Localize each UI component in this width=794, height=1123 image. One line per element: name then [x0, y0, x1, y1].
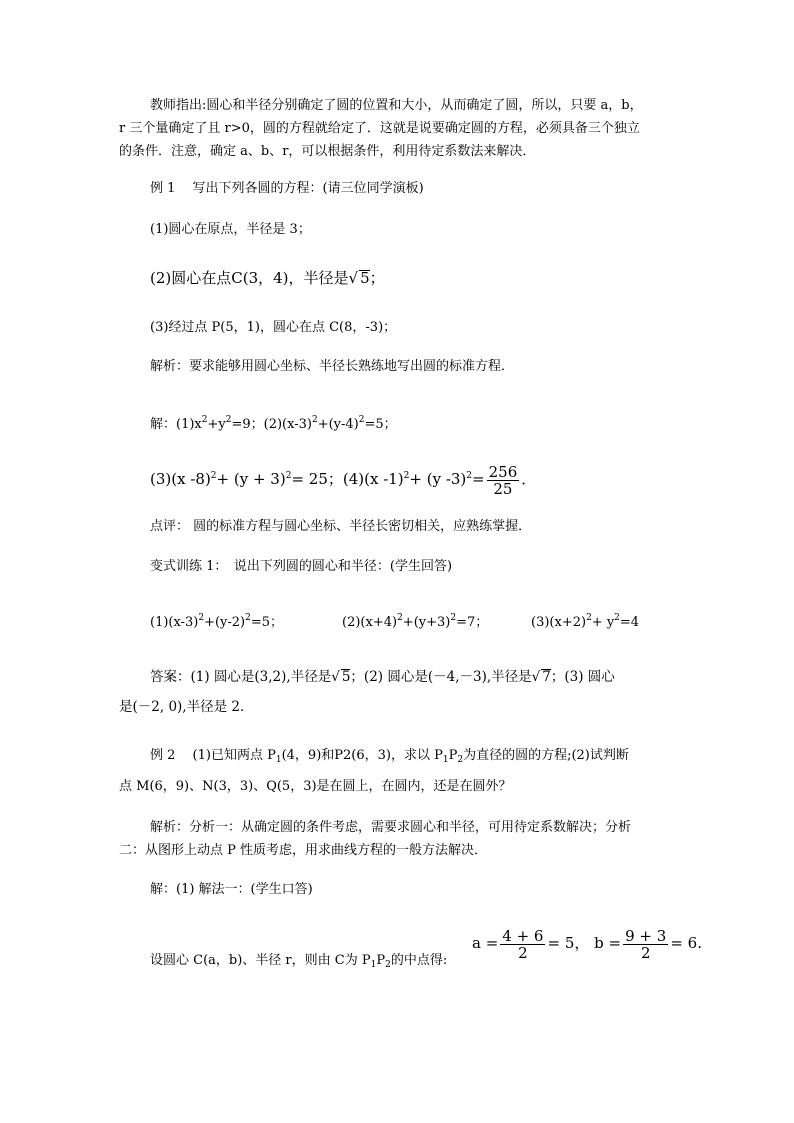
exponent: 2: [397, 613, 403, 623]
example-2-line-2: 点 M(6，9)、N(3，3)、Q(5，3)是在圆上，在圆内，还是在圆外？: [119, 779, 512, 794]
variant-1-equation-2: [342, 610, 488, 631]
variant-1-equation-1: [150, 610, 283, 631]
ex2-part: P: [448, 748, 458, 763]
variant-1-title: 变式训练 1： 说出下列圆的圆心和半径：(学生回答): [150, 559, 453, 574]
subscript: 1: [370, 960, 377, 970]
eq-part: (2)(x+4): [342, 615, 398, 630]
variant-1-equation-3: [531, 610, 639, 631]
fraction: [500, 928, 545, 961]
exponent: 2: [285, 471, 292, 481]
subscript: 2: [457, 755, 464, 765]
fraction: [487, 464, 520, 497]
sqrt-radicand: 7: [542, 669, 551, 685]
sqrt-sign: √: [348, 269, 359, 287]
sol-part: + (y -3): [409, 470, 467, 488]
ex2-part: 为直径的圆的方程;(2)试判断: [463, 748, 629, 763]
example-1-solution-line-1: [150, 412, 397, 433]
exponent: 2: [311, 415, 318, 425]
eq-part: =5；: [250, 615, 284, 630]
example-1-item-1: (1)圆心在原点，半径是 3；: [150, 222, 311, 237]
example-1-item-2: [150, 269, 385, 287]
exponent: 2: [210, 471, 217, 481]
sol-part: + (y + 3): [216, 470, 286, 488]
fraction-denominator: 25: [493, 479, 513, 498]
exponent: 2: [225, 415, 232, 425]
sol-part: =5；: [364, 417, 397, 432]
intro-line-3: 的条件．注意，确定 a、b、r，可以根据条件，利用待定系数法来解决．: [119, 144, 536, 159]
sqrt-radicand: 5: [360, 269, 370, 287]
formula-part: = 6.: [670, 934, 702, 952]
exponent: 2: [198, 613, 205, 623]
eq-part: =4: [619, 615, 640, 630]
fraction-numerator: 9 + 3: [625, 926, 667, 945]
sol-part: ．: [521, 470, 537, 488]
eq-part: =7；: [456, 615, 489, 630]
setup-part: 的中点得:: [390, 953, 448, 968]
example-1-item-3: (3)经过点 P(5，1)，圆心在点 C(8，-3)；: [150, 320, 397, 335]
eq-part: + y: [591, 615, 615, 630]
fraction-numerator: 256: [488, 462, 518, 481]
example-1-solution-line-2: [150, 458, 536, 497]
exponent: 2: [403, 471, 410, 481]
sqrt-sign: √: [531, 669, 541, 685]
fraction: [623, 928, 668, 961]
setup-part: 设圆心 C(a，b)、半径 r，则由 C为 P: [150, 953, 371, 968]
subscript: 2: [385, 960, 391, 970]
exponent: 2: [201, 415, 208, 425]
example-2-line-1: [150, 748, 629, 768]
ex2-part: (4，9)和P2(6，3)，求以 P: [281, 748, 443, 763]
example-2-analysis-line-1: 解析：分析一：从确定圆的条件考虑，需要求圆心和半径，可用待定系数解决；分析: [150, 820, 632, 835]
eq-part: (1)(x-3): [150, 615, 199, 630]
subscript: 1: [442, 755, 449, 765]
sol-part: =: [472, 470, 485, 488]
example-2-setup: [150, 953, 447, 973]
example-1-comment: 点评： 圆的标准方程与圆心坐标、半径长密切相关，应熟练掌握．: [150, 519, 532, 534]
exponent: 2: [245, 613, 251, 623]
example-1-title: 例 1 写出下列各圆的方程：(请三位同学演板): [150, 181, 424, 196]
answer-part: ；(2) 圆心是(－4,－3),半径是: [350, 669, 532, 685]
exponent: 2: [358, 415, 365, 425]
ex2-part: 例 2 (1)已知两点 P: [150, 748, 276, 763]
exponent: 2: [466, 471, 473, 481]
exponent: 2: [614, 613, 620, 623]
example-2-midpoint-formula: [472, 925, 702, 961]
formula-part: = 5，: [547, 934, 590, 952]
fraction-numerator: 4 + 6: [502, 926, 544, 945]
setup-part: P: [376, 953, 386, 968]
formula-part: b =: [594, 934, 622, 952]
sol-part: +(y-4): [317, 417, 359, 432]
exponent: 2: [586, 613, 592, 623]
sqrt-radicand: 5: [341, 669, 351, 685]
variant-1-answer-line-1: [150, 669, 615, 685]
sol-part: =9；(2)(x-3): [231, 417, 312, 432]
item-2-text: (2)圆心在点C(3，4)，半径是: [150, 269, 349, 287]
answer-part: 答案：(1) 圆心是(3,2),半径是: [150, 669, 332, 685]
fraction-denominator: 2: [640, 943, 651, 962]
example-2-analysis-line-2: 二：从图形上动点 P 性质考虑，用求曲线方程的一般方法解决．: [119, 843, 488, 858]
fraction-denominator: 2: [518, 943, 528, 962]
eq-part: +(y+3): [402, 615, 451, 630]
sqrt-sign: √: [331, 669, 340, 685]
example-1-analysis: 解析：要求能够用圆心坐标、半径长熟练地写出圆的标准方程．: [150, 359, 515, 374]
formula-part: a =: [472, 934, 499, 952]
exponent: 2: [450, 613, 457, 623]
answer-part: ；(3) 圆心: [550, 669, 615, 685]
eq-part: (3)(x+2): [531, 615, 587, 630]
sol-part: 解：(1)x: [150, 417, 202, 432]
intro-line-2: r 三个量确定了且 r>0，圆的方程就给定了．这就是说要确定圆的方程，必须具备三个独立: [119, 121, 640, 136]
example-2-solution-title: 解：(1) 解法一：(学生口答): [150, 882, 313, 897]
intro-line-1: 教师指出:圆心和半径分别确定了圆的位置和大小，从而确定了圆，所以，只要 a，b，: [150, 98, 643, 113]
sol-part: (3)(x -8): [150, 470, 211, 488]
variant-1-answer-line-2: 是(－2, 0),半径是 2．: [119, 699, 254, 715]
sol-part: = 25；(4)(x -1): [291, 470, 404, 488]
item-2-end: ；: [369, 269, 385, 287]
eq-part: +(y-2): [204, 615, 246, 630]
subscript: 1: [275, 755, 282, 765]
sol-part: +y: [207, 417, 226, 432]
